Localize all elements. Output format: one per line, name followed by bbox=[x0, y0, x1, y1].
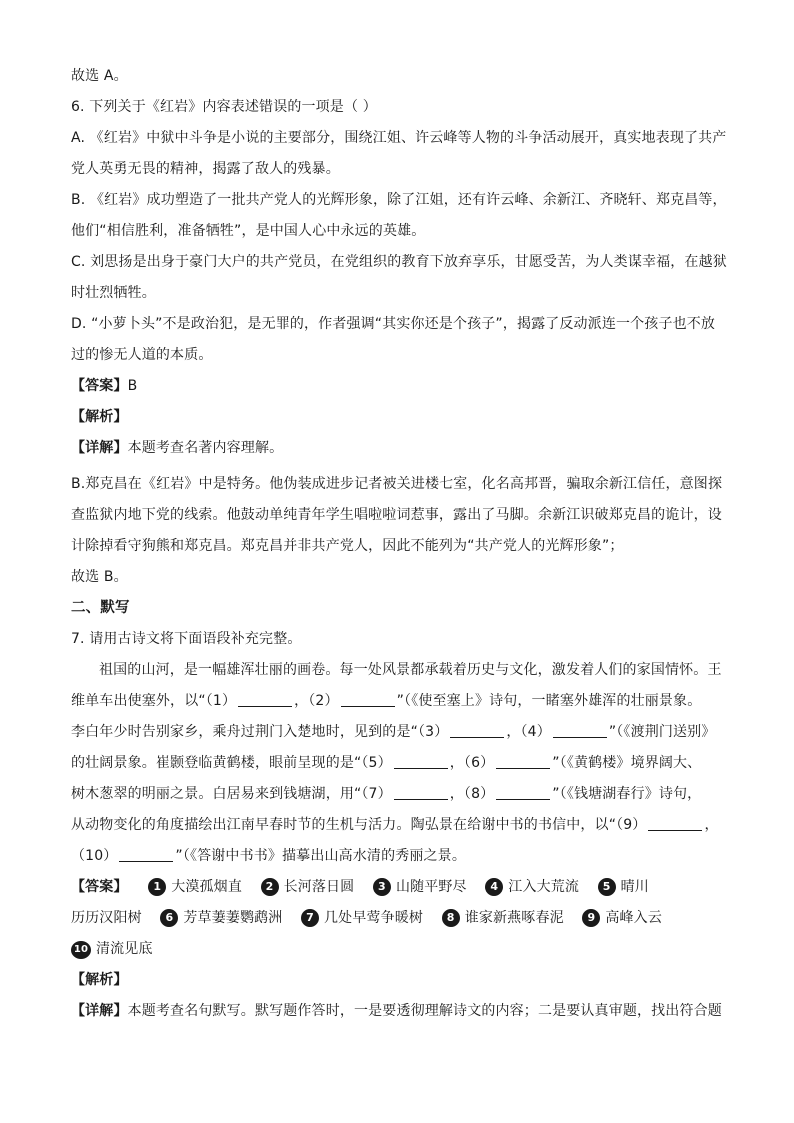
option-b-line-2: 他们“相信胜利，准备牺牲”，是中国人心中永远的英雄。 bbox=[71, 223, 426, 239]
detail-text: 本题考查名著内容理解。 bbox=[127, 440, 284, 456]
answer-item: 1 大漠孤烟直 bbox=[148, 877, 242, 897]
prev-conclusion: 故选 A。 bbox=[71, 68, 128, 84]
passage-line-4: 的壮阔景象。崔颢登临黄鹤楼，眼前呈现的是“（5） ，（6） ”（《黄鹤楼》境界阔大、 bbox=[71, 755, 702, 771]
passage-line-3: 李白年少时告别家乡，乘舟过荆门入楚地时，见到的是“（3） ，（4） ”（《渡荆门送别》 bbox=[71, 724, 716, 740]
answer-item: 2 长河落日圆 bbox=[261, 877, 355, 897]
detail-label-q7: 【详解】 bbox=[71, 1003, 128, 1019]
answer-row-q7-2 bbox=[71, 908, 731, 928]
detail-text-q7: 本题考查名句默写。默写题作答时，一是要透彻理解诗文的内容；二是要认真审题，找出符合题 bbox=[127, 1003, 722, 1019]
answer-label: 【答案】 bbox=[71, 378, 128, 394]
blank-4[interactable] bbox=[553, 723, 607, 738]
answer-item-cont: 历历汉阳树 bbox=[71, 910, 142, 926]
blank-9[interactable] bbox=[648, 816, 702, 831]
passage-line-2: 维单车出使塞外，以“（1） ，（2） ”（《使至塞上》诗句，一睹塞外雄浑的壮丽景象。 bbox=[71, 693, 702, 709]
answer-item: 6 芳草萋萋鹦鹉洲 bbox=[160, 908, 282, 928]
explanation-line-1: B.郑克昌在《红岩》中是特务。他伪装成进步记者被关进楼七室，化名高邦晋，骗取余新江信任，意图探 bbox=[71, 476, 723, 492]
analysis-label: 【解析】 bbox=[71, 409, 128, 425]
explanation-line-2: 查监狱内地下党的线索。他鼓动单纯青年学生唱啦啦词惹事，露出了马脚。余新江识破郑克昌的诡计，设 bbox=[71, 507, 722, 523]
analysis-label-q7: 【解析】 bbox=[71, 972, 128, 988]
answer-item: 9 高峰入云 bbox=[582, 908, 662, 928]
answer-row-q6 bbox=[71, 376, 731, 396]
answer-row-q7-1 bbox=[71, 877, 731, 897]
answer-item: 8 谁家新燕啄春泥 bbox=[442, 908, 564, 928]
passage-line-1: 祖国的山河，是一幅雄浑壮丽的画卷。每一处风景都承载着历史与文化，激发着人们的家国情怀。王 bbox=[99, 662, 722, 678]
blank-1[interactable] bbox=[238, 692, 292, 707]
option-d-line-1: D. “小萝卜头”不是政治犯，是无罪的，作者强调“其实你还是个孩子”，揭露了反动派连一个孩子也不放 bbox=[71, 316, 716, 332]
answer-item: 3 山随平野尽 bbox=[373, 877, 467, 897]
option-a-line-1: A. 《红岩》中狱中斗争是小说的主要部分，围绕江姐、许云峰等人物的斗争活动展开，真实地表现了共产 bbox=[71, 130, 727, 146]
option-c-line-2: 时壮烈牺牲。 bbox=[71, 285, 156, 301]
option-a-line-2: 党人英勇无畏的精神，揭露了敌人的残暴。 bbox=[71, 161, 340, 177]
blank-5[interactable] bbox=[394, 754, 448, 769]
conclusion-q6: 故选 B。 bbox=[71, 569, 128, 585]
answer-item: 5 晴川 bbox=[598, 877, 649, 897]
detail-row-q6 bbox=[71, 438, 731, 458]
blank-2[interactable] bbox=[341, 692, 395, 707]
option-c-line-1: C. 刘思扬是出身于豪门大户的共产党员，在党组织的教育下放弃享乐，甘愿受苦，为人类谋幸福，在越狱 bbox=[71, 254, 727, 270]
detail-label: 【详解】 bbox=[71, 440, 128, 456]
option-d-line-2: 过的惨无人道的本质。 bbox=[71, 347, 213, 363]
question-6: 6. 下列关于《红岩》内容表述错误的一项是（ ） bbox=[71, 99, 377, 115]
blank-3[interactable] bbox=[450, 723, 504, 738]
option-b-line-1: B. 《红岩》成功塑造了一批共产党人的光辉形象，除了江姐，还有许云峰、余新江、齐晓轩、郑克昌等， bbox=[71, 192, 727, 208]
answer-value: B bbox=[127, 378, 138, 394]
detail-row-q7 bbox=[71, 1001, 731, 1021]
passage-line-5: 树木葱翠的明丽之景。白居易来到钱塘湖，用“（7） ，（8） ”（《钱塘湖春行》诗句， bbox=[71, 786, 702, 802]
blank-7[interactable] bbox=[394, 785, 448, 800]
blank-6[interactable] bbox=[496, 754, 550, 769]
question-7: 7. 请用古诗文将下面语段补充完整。 bbox=[71, 631, 302, 647]
passage-line-6: 从动物变化的角度描绘出江南早春时节的生机与活力。陶弘景在给谢中书的书信中，以“（9） ， bbox=[71, 817, 719, 833]
blank-8[interactable] bbox=[496, 785, 550, 800]
section-heading: 二、默写 bbox=[71, 600, 130, 616]
answer-row-q7-3 bbox=[71, 939, 731, 959]
passage-line-7: （10） ”（《答谢中书书》描摹出山高水清的秀丽之景。 bbox=[71, 848, 466, 864]
answer-item: 7 几处早莺争暖树 bbox=[301, 908, 423, 928]
explanation-line-3: 计除掉看守狗熊和郑克昌。郑克昌并非共产党人，因此不能列为“共产党人的光辉形象”； bbox=[71, 538, 624, 554]
blank-10[interactable] bbox=[119, 847, 173, 862]
answer-label-q7: 【答案】 bbox=[71, 879, 128, 895]
answer-item: 4 江入大荒流 bbox=[485, 877, 579, 897]
answer-item: 10 清流见底 bbox=[71, 939, 153, 959]
